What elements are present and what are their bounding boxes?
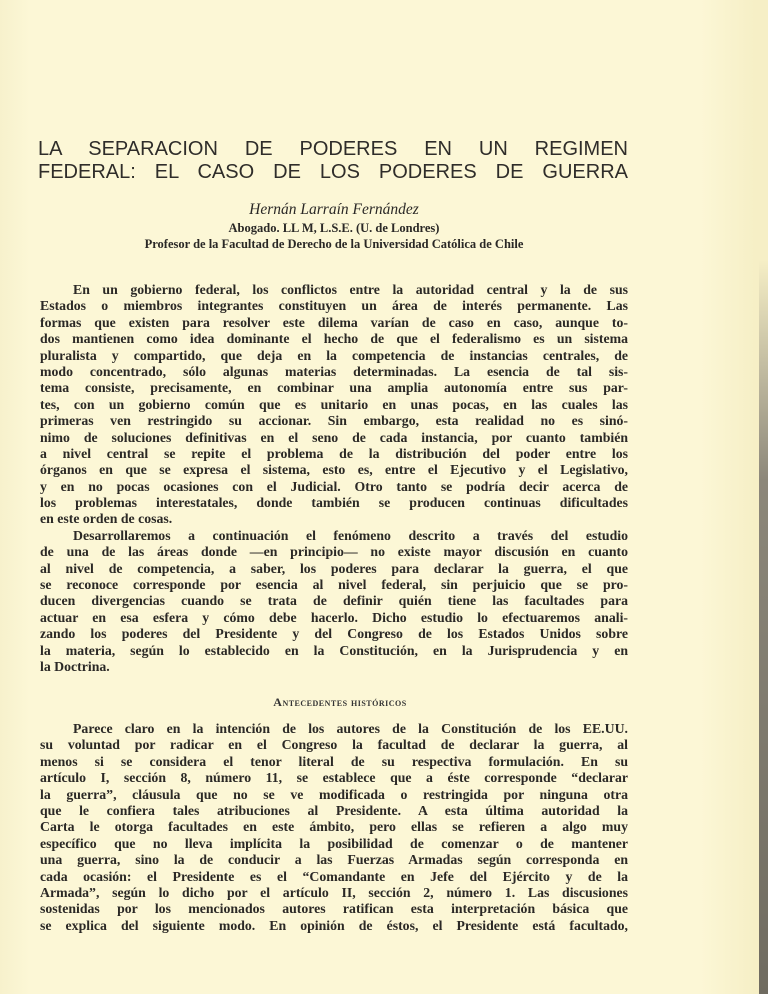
paragraph-line: su voluntad por radicar en el Congreso la facultad de declarar la guerra, al — [40, 737, 628, 753]
title-line-2: FEDERAL: EL CASO DE LOS PODERES DE GUERRA — [38, 161, 628, 183]
paragraph-line: en este orden de cosas. — [40, 511, 173, 527]
paragraph-line: se reconoce corresponde por esencia al nivel federal, sin perjuicio que se pro- — [40, 577, 628, 593]
section-text — [40, 721, 628, 934]
section-heading: Antecedentes históricos — [273, 695, 407, 709]
paragraph-line: En un gobierno federal, los conflictos entre la autoridad central y la de sus — [73, 282, 628, 297]
paragraph-line: a nivel central se repite el problema de la distribución del poder entre los — [40, 445, 628, 461]
paragraph-line: cada ocasión: el Presidente es el “Comandante en Jefe del Ejército y de la — [40, 868, 628, 884]
paragraph-line: sostenidas por los mencionados autores ratifican esta interpretación básica que — [40, 901, 628, 917]
paragraph-line: al nivel de competencia, a saber, los poderes para declarar la guerra, el que — [40, 560, 628, 576]
intro-text — [40, 282, 628, 675]
author-position: Profesor de la Facultad de Derecho de la Universidad Católica de Chile — [144, 237, 524, 251]
paragraph-line: se explica del siguiente modo. En opinión de éstos, el Presidente está facultado, — [40, 917, 628, 933]
paragraph-line: Carta le otorga facultades en este ámbito, pero ellas se refieren a algo muy — [40, 819, 628, 835]
paragraph-line: la materia, según lo establecido en la Constitución, en la Jurisprudencia y en — [40, 642, 628, 658]
paragraph-line: nimo de soluciones definitivas en el seno de cada instancia, por cuanto también — [40, 429, 628, 445]
paragraph-line: artículo I, sección 8, número 11, se establece que a éste corresponde “declarar — [40, 770, 628, 786]
title-line-1: LA SEPARACION DE PODERES EN UN REGIMEN — [38, 138, 628, 160]
paragraph-line: específico que no lleva implícita la posibilidad de comenzar o de mantener — [40, 835, 628, 851]
paragraph-line: modo concentrado, sólo algunas materias determinadas. La esencia de tal sis- — [40, 363, 628, 379]
paragraph-line: órganos en que se expresa el sistema, esto es, entre el Ejecutivo y el Legislativo, — [40, 462, 628, 478]
author-degree: Abogado. LL M, L.S.E. (U. de Londres) — [228, 221, 440, 235]
paragraph-line: Armada”, según lo dicho por el artículo II, sección 2, número 1. Las discusiones — [40, 884, 628, 900]
paragraph-line: de una de las áreas donde —en principio— no existe mayor discusión en cuanto — [40, 544, 628, 560]
paragraph-line: actuar en esa esfera y cómo debe hacerlo. Dicho estudio lo efectuaremos anali- — [40, 609, 628, 625]
paragraph-line: una guerra, sino la de conducir a las Fuerzas Armadas según corresponda en — [40, 852, 628, 868]
paragraph-line: que le confiera tales atribuciones al Presidente. A esta última autoridad la — [40, 802, 628, 818]
paragraph-line: formas que existen para resolver este dilema varían de caso en caso, aunque to- — [40, 314, 628, 330]
paragraph-line: Parece claro en la intención de los autores de la Constitución de los EE.UU. — [73, 721, 628, 736]
page-edge-shadow — [759, 260, 768, 994]
paragraph-line: Estados o miembros integrantes constituyen un área de interés permanente. Las — [40, 298, 628, 314]
paragraph-line: zando los poderes del Presidente y del Congreso de los Estados Unidos sobre — [40, 626, 628, 642]
paragraph-line: la guerra”, cláusula que no se ve modificada o restringida por ninguna otra — [40, 786, 628, 802]
author-name: Hernán Larraín Fernández — [249, 201, 419, 218]
paragraph-line: ducen divergencias cuando se trata de definir quién tiene las facultades para — [40, 593, 628, 609]
paragraph-line: tema consiste, precisamente, en combinar una amplia autonomía entre sus par- — [40, 380, 628, 396]
paragraph-line: y en no pocas ocasiones con el Judicial. Otro tanto se podría decir acerca de — [40, 478, 628, 494]
paragraph-line: tes, con un gobierno común que es unitario en unas pocas, en las cuales las — [40, 396, 628, 412]
paragraph-line: primeras ven restringido su accionar. Sin embargo, esta realidad no es sinó- — [40, 413, 628, 429]
paragraph-line: menos si se considera el tenor literal de su respectiva formulación. En su — [40, 753, 628, 769]
article-title — [38, 138, 628, 184]
paragraph-line: la Doctrina. — [40, 658, 110, 674]
paragraph-line: Desarrollaremos a continuación el fenómeno descrito a través del estudio — [73, 527, 628, 543]
paragraph-line: los problemas interestatales, donde también se producen continuas dificultades — [40, 495, 628, 511]
paragraph-line: dos mantienen como idea dominante el hecho de que el federalismo es un sistema — [40, 331, 628, 347]
paragraph-line: pluralista y compartido, que deja en la competencia de instancias centrales, de — [40, 347, 628, 363]
